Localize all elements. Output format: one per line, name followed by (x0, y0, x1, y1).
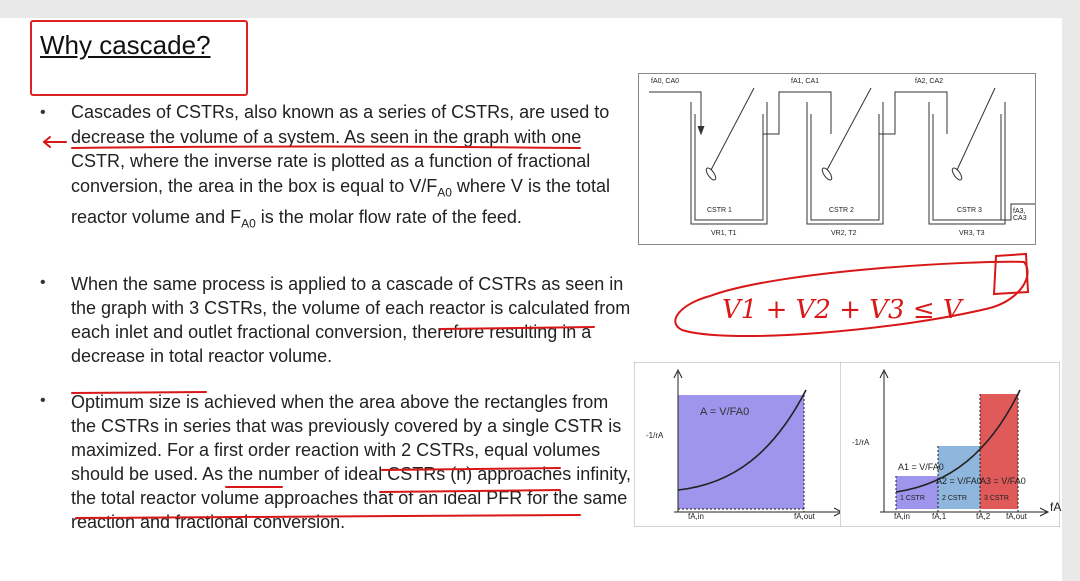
cstr-cascade-diagram (638, 73, 1036, 245)
reactor-1-sub: VR1, T1 (711, 230, 737, 237)
bullet-3: • (40, 392, 46, 409)
ink-equation: V1 + V2 + V3 ≤ V (722, 295, 962, 325)
cascade-box-3 (980, 394, 1018, 509)
single-x-out: fA,out (794, 512, 815, 521)
paragraph-1-tail: is the molar flow rate of the feed. (255, 206, 522, 227)
paragraph-1 (71, 100, 631, 236)
reactor-2-sub: VR2, T2 (831, 230, 857, 237)
cascade-tick-out: fA,out (1006, 512, 1027, 521)
paragraph-1-text: Cascades of CSTRs, also known as a series of CSTRs, are used to decrease the volume of a system. As seen in the graph with one CSTR, where the inverse rate is plotted as a function of fractional conversion, the area in the box is equal to V/F (71, 102, 610, 196)
cstr-diagram-lines (639, 74, 1035, 244)
reactor-2-name: CSTR 2 (829, 207, 854, 214)
fa0-subscript-1: A0 (437, 185, 452, 200)
cascade-area-2-label: A2 = V/FA0 (936, 476, 982, 486)
cascade-tick-in: fA,in (894, 512, 911, 521)
cascade-area-3-label: A3 = V/FA0 (980, 476, 1026, 486)
bullet-2: • (40, 274, 46, 291)
reactor-1-name: CSTR 1 (707, 207, 732, 214)
cascade-area-1-label: A1 = V/FA0 (898, 462, 944, 472)
cascade-box-1 (896, 476, 938, 509)
cascade-tick-2: fA,2 (976, 512, 991, 521)
inlet-label: fA0, CA0 (651, 78, 680, 85)
stream-1-label: fA1, CA1 (791, 78, 820, 85)
cascade-box-2-label: 2 CSTR (942, 495, 967, 502)
cascade-box-3-label: 3 CSTR (984, 495, 1009, 502)
slide-title: Why cascade? (40, 30, 211, 60)
reactor-3-name: CSTR 3 (957, 207, 982, 214)
single-area-label: A = V/FA0 (700, 406, 750, 418)
outlet-label: fA3, CA3 (1013, 208, 1027, 222)
bullet-1: • (40, 104, 46, 121)
cascade-x-label: fA (1050, 500, 1062, 514)
single-x-in: fA,in (688, 512, 705, 521)
cascade-box-1-label: 1 CSTR (900, 495, 925, 502)
paragraph-2: When the same process is applied to a cascade of CSTRs as seen in the graph with 3 CSTRs, the volume of each reactor is calculated from each inlet and outlet fractional conversion, therefore resulting in a decrease in total reactor volume. (71, 274, 631, 366)
graph-single-cstr (634, 362, 854, 527)
single-y-label: -1/rA (646, 431, 664, 440)
fa0-subscript-2: A0 (241, 216, 256, 231)
stream-2-label: fA2, CA2 (915, 78, 944, 85)
cascade-tick-1: fA,1 (932, 512, 947, 521)
paragraph-3: Optimum size is achieved when the area above the rectangles from the CSTRs in series that was previously covered by a single CSTR is maximized. For a first order reaction with 2 CSTRs, equal volumes should be used. As the number of ideal CSTRs (n) approaches infinity, the total reactor volume approaches that of an ideal PFR for the same reaction and fractional conversion. (71, 392, 631, 532)
cascade-y-label: -1/rA (852, 438, 870, 447)
reactor-3-sub: VR3, T3 (959, 230, 985, 237)
paragraph-1-mid: where V is the total reactor volume and F (71, 175, 610, 227)
graph-cascade-cstr (840, 362, 1060, 527)
